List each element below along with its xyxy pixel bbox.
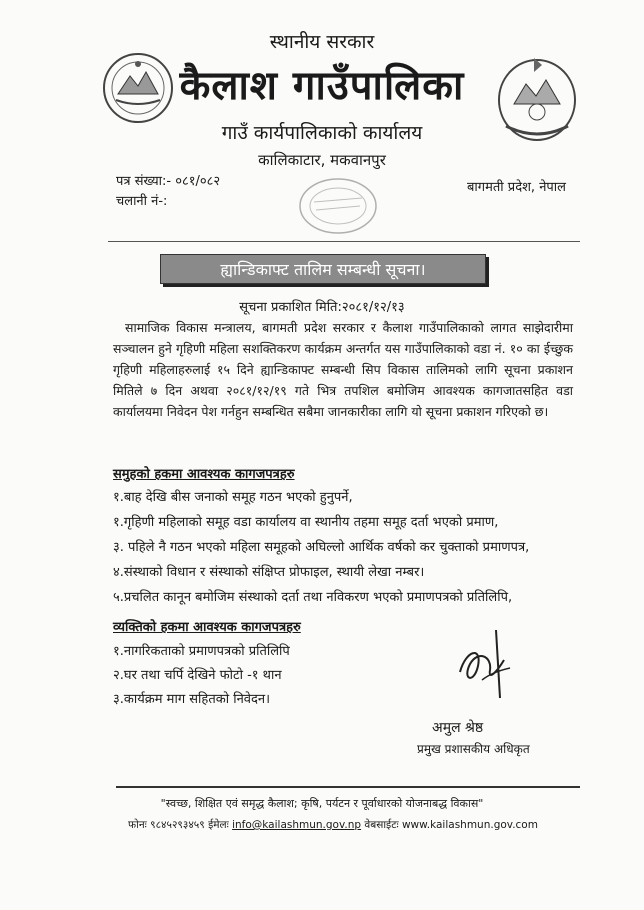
list-item: ४.संस्थाको विधान र संस्थाको संक्षिप्त प्रोफाइल, स्थायी लेखा नम्बर। [113,565,425,580]
province-label: बागमती प्रदेश, नेपाल [467,180,566,195]
municipality-title: कैलाश गाउँपालिका [179,63,465,109]
website-link[interactable]: www.kailashmun.gov.com [401,819,538,831]
email-link[interactable]: info@kailashmun.gov.np [232,819,362,831]
footer-divider [116,786,580,788]
signer-designation: प्रमुख प्रशासकीय अधिकृत [417,742,530,756]
office-title: गाउँ कार्यपालिकाको कार्यालय [221,122,423,144]
list-item: ५.प्रचलित कानून बमोजिम संस्थाको दर्ता तथा नविकरण भएको प्रमाणपत्रको प्रतिलिपि, [113,590,513,605]
notice-title-banner [160,254,486,284]
notice-body: सामाजिक विकास मन्त्रालय, बागमती प्रदेश सरकार र कैलाश गाउँपालिकाको लागत साझेदारीमा सञ्चालन हुने गृहिणी महिला सशक्तिकरण कार्यक्रम अन्तर्गत यस गाउँपालिकाको वडा नं. १० का ईच्छुक गृहिणी महिलाहरुलाई १५ दिने ह्यान्डिकाफ्ट सम्बन्धी सिप विकास तालिमको लागि सूचना प्रकाशन मितिले ७ दिन अथवा २०८१/१२/१९ गते भित्र तपशिल बमोजिम आवश्यक कागजातसहित वडा कार्यालयमा निवेदन पेश गर्नहुन सम्बन्धित सबैमा जानकारीका लागि यो सूचना प्रकाशन गरिएको छ। [113,320,573,419]
dispatch-number: चलानी नं-: [116,194,168,209]
list-item: ३. पहिले नै गठन भएको महिला समूहको अघिल्लो आर्थिक वर्षको कर चुक्ताको प्रमाणपत्र, [113,540,530,555]
list-item: २.घर तथा चर्पि देखिने फोटो -१ थान [113,668,282,683]
header-divider [108,241,580,242]
government-label: स्थानीय सरकार [269,31,375,53]
list-item: १.बाह देखि बीस जनाको समूह गठन भएको हुनुपर्ने, [113,490,353,505]
footer-slogan: "स्वच्छ, शिक्षित एवं समृद्ध कैलाश; कृषि, पर्यटन र पूर्वाधारको योजनाबद्ध विकास" [160,797,484,810]
office-location: कालिकाटार, मकवानपुर [258,151,386,169]
office-stamp-icon [298,176,378,236]
signer-name: अमुल श्रेष्ठ [432,720,484,736]
individual-docs-heading: व्यक्तिको हकमा आवश्यक कागजपत्रहरु [113,620,301,635]
letter-number: पत्र संख्या:- ०८१/०८२ [116,174,221,189]
notice-title: ह्यान्डिकाफ्ट तालिम सम्बन्धी सूचना। [220,260,426,279]
group-docs-heading: समुहको हकमा आवश्यक कागजपत्रहरु [113,467,295,482]
signature-mark [452,620,522,700]
footer-contact: फोनः ९८४५२९३४५९ ईमेलः info@kailashmun.gov.np वेबसाईटः www.kailashmun.gov.com [128,819,538,831]
publish-date: सूचना प्रकाशित मिति:२०८१/१२/१३ [239,300,405,315]
list-item: ३.कार्यक्रम माग सहितको निवेदन। [113,692,271,707]
phone-number: ९८४५२९३४५९ [150,819,205,831]
list-item: १.नागरिकताको प्रमाणपत्रको प्रतिलिपि [113,644,290,659]
list-item: १.गृहिणी महिलाको समूह वडा कार्यालय वा स्थानीय तहमा समूह दर्ता भएको प्रमाण, [113,515,499,530]
